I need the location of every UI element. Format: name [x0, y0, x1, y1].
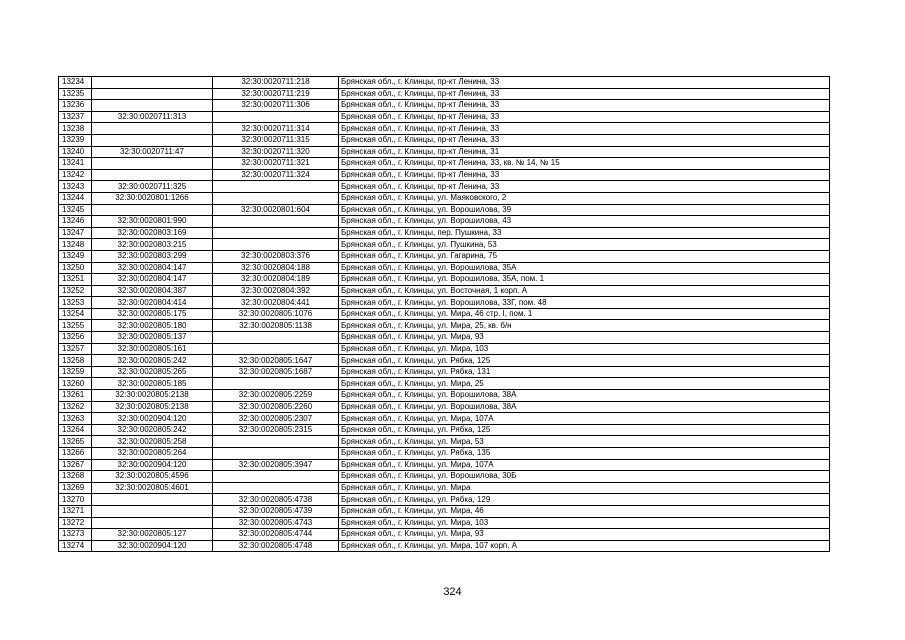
row-number-cell: 13240: [59, 146, 92, 158]
address-cell: Брянская обл., г. Клинцы, ул. Рябка, 125: [339, 355, 830, 367]
table-row: [59, 297, 830, 309]
old-cadastral-number-cell: [92, 494, 213, 506]
address-cell: Брянская обл., г. Клинцы, ул. Ворошилова, 35А, пом. 1: [339, 274, 830, 286]
row-number-cell: 13235: [59, 88, 92, 100]
table-row: [59, 343, 830, 355]
new-cadastral-number-cell: 32:30:0020805:1076: [213, 308, 339, 320]
address-cell: Брянская обл., г. Клинцы, ул. Гагарина, 75: [339, 250, 830, 262]
address-cell: Брянская обл., г. Клинцы, ул. Ворошилова, 43: [339, 216, 830, 228]
address-cell: Брянская обл., г. Клинцы, пр-кт Ленина, 33: [339, 169, 830, 181]
new-cadastral-number-cell: 32:30:0020805:1138: [213, 320, 339, 332]
row-number-cell: 13268: [59, 471, 92, 483]
new-cadastral-number-cell: [213, 332, 339, 344]
new-cadastral-number-cell: 32:30:0020805:4748: [213, 540, 339, 552]
address-cell: Брянская обл., г. Клинцы, ул. Мира, 25: [339, 378, 830, 390]
new-cadastral-number-cell: [213, 227, 339, 239]
old-cadastral-number-cell: 32:30:0020803:215: [92, 239, 213, 251]
new-cadastral-number-cell: 32:30:0020805:1647: [213, 355, 339, 367]
new-cadastral-number-cell: [213, 482, 339, 494]
old-cadastral-number-cell: [92, 134, 213, 146]
table-row: [59, 494, 830, 506]
table-row: [59, 355, 830, 367]
row-number-cell: 13272: [59, 517, 92, 529]
page-number: 324: [443, 586, 462, 598]
new-cadastral-number-cell: 32:30:0020711:324: [213, 169, 339, 181]
new-cadastral-number-cell: 32:30:0020711:306: [213, 100, 339, 112]
address-cell: Брянская обл., г. Клинцы, ул. Ворошилова, 35А: [339, 262, 830, 274]
address-cell: Брянская обл., г. Клинцы, пр-кт Ленина, 33: [339, 123, 830, 135]
old-cadastral-number-cell: 32:30:0020805:4601: [92, 482, 213, 494]
old-cadastral-number-cell: 32:30:0020805:180: [92, 320, 213, 332]
new-cadastral-number-cell: 32:30:0020801:604: [213, 204, 339, 216]
address-cell: Брянская обл., г. Клинцы, пр-кт Ленина, 33: [339, 134, 830, 146]
old-cadastral-number-cell: 32:30:0020805:4596: [92, 471, 213, 483]
address-cell: Брянская обл., г. Клинцы, ул. Мира, 25, кв. б/н: [339, 320, 830, 332]
old-cadastral-number-cell: 32:30:0020805:2138: [92, 401, 213, 413]
row-number-cell: 13270: [59, 494, 92, 506]
address-cell: Брянская обл., г. Клинцы, ул. Рябка, 131: [339, 366, 830, 378]
old-cadastral-number-cell: [92, 517, 213, 529]
address-cell: Брянская обл., г. Клинцы, ул. Мира, 103: [339, 517, 830, 529]
old-cadastral-number-cell: 32:30:0020805:175: [92, 308, 213, 320]
row-number-cell: 13255: [59, 320, 92, 332]
old-cadastral-number-cell: 32:30:0020804:387: [92, 285, 213, 297]
address-cell: Брянская обл., г. Клинцы, пр-кт Ленина, 33: [339, 181, 830, 193]
row-number-cell: 13246: [59, 216, 92, 228]
new-cadastral-number-cell: 32:30:0020805:4739: [213, 505, 339, 517]
old-cadastral-number-cell: 32:30:0020805:161: [92, 343, 213, 355]
old-cadastral-number-cell: 32:30:0020805:242: [92, 355, 213, 367]
table-row: [59, 192, 830, 204]
new-cadastral-number-cell: [213, 239, 339, 251]
new-cadastral-number-cell: 32:30:0020805:3947: [213, 459, 339, 471]
old-cadastral-number-cell: [92, 158, 213, 170]
row-number-cell: 13264: [59, 424, 92, 436]
address-cell: Брянская обл., г. Клинцы, ул. Ворошилова, 33Г, пом. 48: [339, 297, 830, 309]
address-cell: Брянская обл., г. Клинцы, ул. Мира, 93: [339, 332, 830, 344]
new-cadastral-number-cell: 32:30:0020805:2307: [213, 413, 339, 425]
old-cadastral-number-cell: [92, 123, 213, 135]
old-cadastral-number-cell: [92, 505, 213, 517]
address-cell: Брянская обл., г. Клинцы, ул. Мира, 46 стр. I, пом. 1: [339, 308, 830, 320]
table-row: [59, 540, 830, 552]
row-number-cell: 13267: [59, 459, 92, 471]
table-row: [59, 390, 830, 402]
address-cell: Брянская обл., г. Клинцы, пр-кт Ленина, 33: [339, 77, 830, 89]
table-row: [59, 448, 830, 460]
old-cadastral-number-cell: [92, 77, 213, 89]
old-cadastral-number-cell: 32:30:0020711:325: [92, 181, 213, 193]
table-row: [59, 111, 830, 123]
row-number-cell: 13256: [59, 332, 92, 344]
table-row: [59, 459, 830, 471]
table-row: [59, 146, 830, 158]
table-row: [59, 517, 830, 529]
address-cell: Брянская обл., г. Клинцы, ул. Мира, 107А: [339, 413, 830, 425]
old-cadastral-number-cell: 32:30:0020805:265: [92, 366, 213, 378]
row-number-cell: 13262: [59, 401, 92, 413]
old-cadastral-number-cell: 32:30:0020805:185: [92, 378, 213, 390]
address-cell: Брянская обл., г. Клинцы, ул. Мира, 93: [339, 529, 830, 541]
table-row: [59, 239, 830, 251]
old-cadastral-number-cell: 32:30:0020805:2138: [92, 390, 213, 402]
new-cadastral-number-cell: [213, 181, 339, 193]
old-cadastral-number-cell: 32:30:0020711:47: [92, 146, 213, 158]
row-number-cell: 13253: [59, 297, 92, 309]
row-number-cell: 13243: [59, 181, 92, 193]
address-cell: Брянская обл., г. Клинцы, ул. Мира, 107 корп. А: [339, 540, 830, 552]
table-row: [59, 88, 830, 100]
new-cadastral-number-cell: [213, 471, 339, 483]
row-number-cell: 13248: [59, 239, 92, 251]
row-number-cell: 13263: [59, 413, 92, 425]
row-number-cell: 13239: [59, 134, 92, 146]
row-number-cell: 13237: [59, 111, 92, 123]
address-cell: Брянская обл., г. Клинцы, ул. Мира, 46: [339, 505, 830, 517]
row-number-cell: 13244: [59, 192, 92, 204]
table-row: [59, 401, 830, 413]
table-row: [59, 181, 830, 193]
registry-table-body: [59, 77, 830, 552]
table-row: [59, 505, 830, 517]
address-cell: Брянская обл., г. Клинцы, ул. Маяковского, 2: [339, 192, 830, 204]
address-cell: Брянская обл., г. Клинцы, ул. Ворошилова, 38А: [339, 390, 830, 402]
old-cadastral-number-cell: 32:30:0020805:258: [92, 436, 213, 448]
new-cadastral-number-cell: 32:30:0020711:218: [213, 77, 339, 89]
address-cell: Брянская обл., г. Клинцы, ул. Рябка, 129: [339, 494, 830, 506]
table-row: [59, 366, 830, 378]
old-cadastral-number-cell: 32:30:0020805:127: [92, 529, 213, 541]
old-cadastral-number-cell: 32:30:0020805:137: [92, 332, 213, 344]
row-number-cell: 13242: [59, 169, 92, 181]
table-row: [59, 413, 830, 425]
row-number-cell: 13245: [59, 204, 92, 216]
new-cadastral-number-cell: 32:30:0020711:314: [213, 123, 339, 135]
old-cadastral-number-cell: 32:30:0020805:242: [92, 424, 213, 436]
new-cadastral-number-cell: 32:30:0020711:315: [213, 134, 339, 146]
row-number-cell: 13273: [59, 529, 92, 541]
address-cell: Брянская обл., г. Клинцы, пр-кт Ленина, 33: [339, 88, 830, 100]
old-cadastral-number-cell: 32:30:0020904:120: [92, 413, 213, 425]
row-number-cell: 13271: [59, 505, 92, 517]
new-cadastral-number-cell: [213, 343, 339, 355]
registry-table: [58, 76, 830, 552]
address-cell: Брянская обл., г. Клинцы, пер. Пушкина, 33: [339, 227, 830, 239]
table-row: [59, 471, 830, 483]
table-row: [59, 262, 830, 274]
address-cell: Брянская обл., г. Клинцы, пр-кт Ленина, 33, кв. № 14, № 15: [339, 158, 830, 170]
row-number-cell: 13259: [59, 366, 92, 378]
new-cadastral-number-cell: 32:30:0020711:321: [213, 158, 339, 170]
row-number-cell: 13252: [59, 285, 92, 297]
address-cell: Брянская обл., г. Клинцы, ул. Пушкина, 53: [339, 239, 830, 251]
row-number-cell: 13266: [59, 448, 92, 460]
new-cadastral-number-cell: 32:30:0020804:392: [213, 285, 339, 297]
address-cell: Брянская обл., г. Клинцы, ул. Мира, 107А: [339, 459, 830, 471]
address-cell: Брянская обл., г. Клинцы, ул. Мира, 53: [339, 436, 830, 448]
table-row: [59, 158, 830, 170]
table-row: [59, 424, 830, 436]
row-number-cell: 13274: [59, 540, 92, 552]
row-number-cell: 13236: [59, 100, 92, 112]
table-row: [59, 436, 830, 448]
table-row: [59, 378, 830, 390]
old-cadastral-number-cell: [92, 169, 213, 181]
new-cadastral-number-cell: 32:30:0020711:219: [213, 88, 339, 100]
old-cadastral-number-cell: 32:30:0020804:147: [92, 274, 213, 286]
row-number-cell: 13251: [59, 274, 92, 286]
table-row: [59, 216, 830, 228]
table-row: [59, 274, 830, 286]
new-cadastral-number-cell: 32:30:0020804:188: [213, 262, 339, 274]
old-cadastral-number-cell: 32:30:0020804:147: [92, 262, 213, 274]
new-cadastral-number-cell: [213, 216, 339, 228]
old-cadastral-number-cell: 32:30:0020803:169: [92, 227, 213, 239]
table-row: [59, 123, 830, 135]
new-cadastral-number-cell: 32:30:0020805:2315: [213, 424, 339, 436]
row-number-cell: 13241: [59, 158, 92, 170]
address-cell: Брянская обл., г. Клинцы, ул. Восточная, 1 корп. А: [339, 285, 830, 297]
table-row: [59, 285, 830, 297]
address-cell: Брянская обл., г. Клинцы, ул. Рябка, 125: [339, 424, 830, 436]
row-number-cell: 13261: [59, 390, 92, 402]
old-cadastral-number-cell: 32:30:0020801:990: [92, 216, 213, 228]
new-cadastral-number-cell: 32:30:0020805:4738: [213, 494, 339, 506]
new-cadastral-number-cell: [213, 111, 339, 123]
new-cadastral-number-cell: 32:30:0020711:320: [213, 146, 339, 158]
table-row: [59, 529, 830, 541]
row-number-cell: 13249: [59, 250, 92, 262]
table-row: [59, 227, 830, 239]
old-cadastral-number-cell: 32:30:0020805:264: [92, 448, 213, 460]
old-cadastral-number-cell: 32:30:0020904:120: [92, 459, 213, 471]
table-row: [59, 250, 830, 262]
old-cadastral-number-cell: [92, 100, 213, 112]
new-cadastral-number-cell: 32:30:0020805:1687: [213, 366, 339, 378]
row-number-cell: 13260: [59, 378, 92, 390]
address-cell: Брянская обл., г. Клинцы, ул. Ворошилова, 30Б: [339, 471, 830, 483]
table-row: [59, 169, 830, 181]
table-row: [59, 100, 830, 112]
table-row: [59, 77, 830, 89]
row-number-cell: 13234: [59, 77, 92, 89]
table-row: [59, 134, 830, 146]
address-cell: Брянская обл., г. Клинцы, ул. Мира: [339, 482, 830, 494]
new-cadastral-number-cell: [213, 192, 339, 204]
row-number-cell: 13257: [59, 343, 92, 355]
old-cadastral-number-cell: [92, 88, 213, 100]
old-cadastral-number-cell: 32:30:0020711:313: [92, 111, 213, 123]
table-row: [59, 308, 830, 320]
row-number-cell: 13269: [59, 482, 92, 494]
address-cell: Брянская обл., г. Клинцы, пр-кт Ленина, 33: [339, 100, 830, 112]
table-row: [59, 482, 830, 494]
new-cadastral-number-cell: 32:30:0020805:2259: [213, 390, 339, 402]
new-cadastral-number-cell: 32:30:0020803:376: [213, 250, 339, 262]
new-cadastral-number-cell: [213, 448, 339, 460]
address-cell: Брянская обл., г. Клинцы, ул. Ворошилова, 39: [339, 204, 830, 216]
row-number-cell: 13258: [59, 355, 92, 367]
table-row: [59, 320, 830, 332]
address-cell: Брянская обл., г. Клинцы, пр-кт Ленина, 33: [339, 111, 830, 123]
new-cadastral-number-cell: [213, 378, 339, 390]
new-cadastral-number-cell: 32:30:0020804:189: [213, 274, 339, 286]
old-cadastral-number-cell: 32:30:0020904:120: [92, 540, 213, 552]
address-cell: Брянская обл., г. Клинцы, ул. Рябка, 135: [339, 448, 830, 460]
new-cadastral-number-cell: 32:30:0020804:441: [213, 297, 339, 309]
old-cadastral-number-cell: 32:30:0020804:414: [92, 297, 213, 309]
new-cadastral-number-cell: 32:30:0020805:2260: [213, 401, 339, 413]
address-cell: Брянская обл., г. Клинцы, ул. Ворошилова, 38А: [339, 401, 830, 413]
table-row: [59, 332, 830, 344]
new-cadastral-number-cell: 32:30:0020805:4743: [213, 517, 339, 529]
address-cell: Брянская обл., г. Клинцы, пр-кт Ленина, 31: [339, 146, 830, 158]
new-cadastral-number-cell: 32:30:0020805:4744: [213, 529, 339, 541]
row-number-cell: 13265: [59, 436, 92, 448]
old-cadastral-number-cell: 32:30:0020803:299: [92, 250, 213, 262]
row-number-cell: 13254: [59, 308, 92, 320]
new-cadastral-number-cell: [213, 436, 339, 448]
row-number-cell: 13250: [59, 262, 92, 274]
table-row: [59, 204, 830, 216]
old-cadastral-number-cell: [92, 204, 213, 216]
address-cell: Брянская обл., г. Клинцы, ул. Мира, 103: [339, 343, 830, 355]
row-number-cell: 13247: [59, 227, 92, 239]
row-number-cell: 13238: [59, 123, 92, 135]
old-cadastral-number-cell: 32:30:0020801:1266: [92, 192, 213, 204]
